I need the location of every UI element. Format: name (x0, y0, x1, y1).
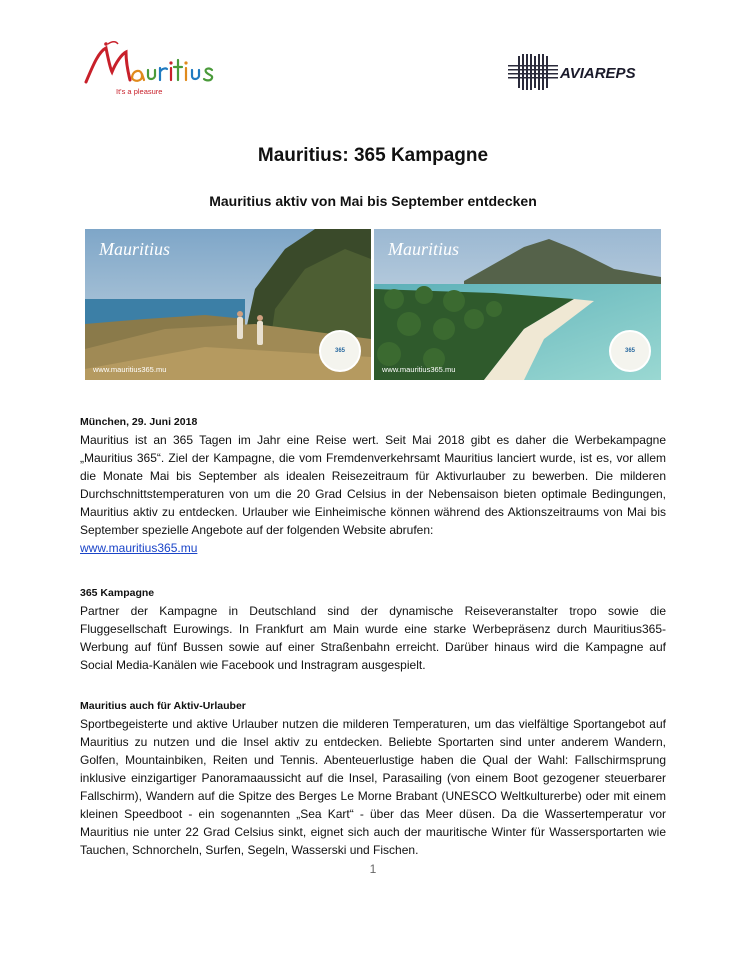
website-link[interactable]: www.mauritius365.mu (80, 541, 198, 555)
section-press-intro (80, 413, 666, 557)
aviareps-logo (508, 52, 668, 92)
section-heading: Mauritius auch für Aktiv-Urlauber (80, 700, 246, 712)
photo-brand-right: Mauritius (388, 239, 460, 259)
hiking-photo (85, 229, 371, 380)
mauritius-logo-tagline: It's a pleasure (116, 87, 163, 96)
page-number: 1 (369, 862, 377, 876)
page-title: Mauritius: 365 Kampagne (257, 145, 489, 166)
beach-photo (374, 229, 661, 380)
section-body: Partner der Kampagne in Deutschland sind der dynamische Reiseveranstalter tropo sowie die Fluggesellschaft Eurowings. In Frankfurt am Main wurde eine starke Werbepräsenz durch Mauritius365-Werbung auf fünf Bussen sowie auf einer Straßenbahn erreicht. Darüber hinaus wird die Kampagne auf Social Media-Kanälen wie Facebook und Instragram ausgespielt. (80, 604, 666, 672)
aviareps-logo-graphic (508, 52, 668, 92)
section-campaign (80, 584, 666, 674)
photo-url-left: www.mauritius365.mu (93, 365, 167, 374)
aviareps-logo-text: AVIAREPS (560, 65, 636, 82)
campaign-badge-right (609, 330, 651, 372)
section-active-travel (80, 697, 666, 859)
page-subtitle: Mauritius aktiv von Mai bis September entdecken (209, 193, 537, 209)
section-body: Sportbegeisterte und aktive Urlauber nutzen die milderen Temperaturen, um das vielfältige Sportangebot auf Mauritius zu nutzen und die Insel aktiv zu entdecken. Beliebte Sportarten sind unter anderem Wandern, Golfen, Mountainbiken, Reiten und Tennis. Abenteuerlustige haben die Qual der Wahl: Fallschirmsprung inklusive einzigartiger Panoramaaussicht auf die Insel, Parasailing (von einem Boot gezogener steuerbarer Fallschirm), Wandern auf die Spitze des Berges Le Morne Brabant (UNESCO Weltkulturerbe) oder mit einem kleinen Speedboot - ein sogenannten „Sea Kart“ - über das Meer düsen. Da die Wassertemperatur vor Mauritius nie unter 22 Grad Celsius sinkt, eignet sich auch der mauritische Winter für Wassersportarten wie Tauchen, Schnorcheln, Surfen, Segeln, Wasserski und Fischen. (80, 717, 666, 857)
section-body: Mauritius ist an 365 Tagen im Jahr eine Reise wert. Seit Mai 2018 gibt es daher die Werbekampagne „Mauritius 365“. Ziel der Kampagne, die vom Fremdenverkehrsamt Mauritius lanciert wurde, ist es, vor allem die Monate Mai bis September als idealen Reisezeitraum für Aktivurlauber zu bewerben. Die milderen Durchschnittstemperaturen von um die 20 Grad Celsius in der Nebensaison bieten optimale Bedingungen, Mauritius aktiv zu entdecken. Urlauber wie Einheimische können während des Aktionszeitraums von Mai bis September spezielle Angebote auf der folgenden Website abrufen: (80, 433, 666, 537)
campaign-badge-text: 365 (624, 348, 635, 354)
mauritius-logo (82, 38, 222, 96)
mauritius-logo-graphic (82, 38, 222, 96)
photo-url-right: www.mauritius365.mu (382, 365, 456, 374)
section-heading: München, 29. Juni 2018 (80, 416, 198, 428)
section-heading: 365 Kampagne (80, 587, 155, 599)
campaign-badge-left (319, 330, 361, 372)
photo-brand-left: Mauritius (99, 239, 171, 259)
campaign-badge-text: 365 (334, 348, 345, 354)
